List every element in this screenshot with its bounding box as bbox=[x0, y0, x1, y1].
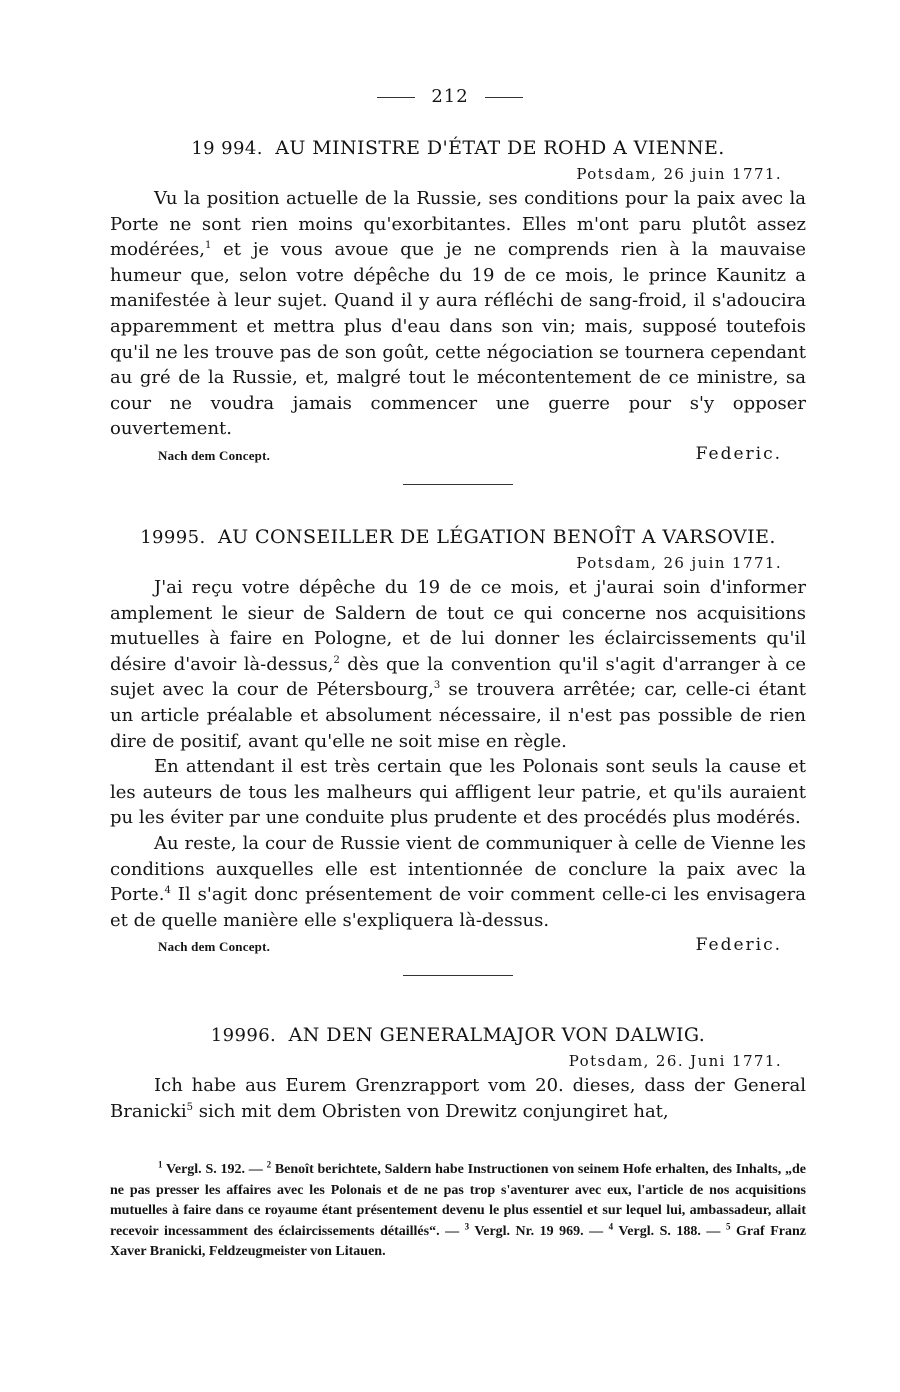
section-divider bbox=[403, 975, 513, 976]
letter-dateline: Potsdam, 26. Juni 1771. bbox=[568, 1052, 782, 1070]
footnote-text: $^1$ Vergl. S. 192. — $^2$ Benoît berichtete, Saldern habe Instructionen von seinem Hofe erhalten, des Inhalts, „de ne pas presser les affaires avec les Polonais et de ne pas trop s'aventurer avec eux, l'article de nos acquisitions mutuelles à faire dans ce royaume étant présentement devenu le plus essentiel et sur lequel lui, ambassadeur, allait recevoir incessamment des éclaircissements détaillés“. — $^3$ Vergl. Nr. 19 969. — $^4$ Vergl. S. 188. — $^5$ Graf Franz Xaver Branicki, Feldzeugmeister von Litauen. bbox=[110, 1159, 806, 1259]
letter-19996 bbox=[110, 1022, 806, 1124]
source-note: Nach dem Concept. bbox=[158, 447, 271, 463]
footnote-ref: 4 bbox=[164, 885, 171, 897]
page-number-rule-right bbox=[485, 97, 523, 98]
footnote-marker: 3 bbox=[464, 1220, 470, 1231]
letter-title: AU MINISTRE D'ÉTAT DE ROHD A VIENNE. bbox=[275, 137, 725, 159]
page-number bbox=[0, 86, 900, 107]
letter-heading bbox=[110, 1022, 806, 1049]
letter-paragraph: Vu la position actuelle de la Russie, ses conditions pour la paix avec la Porte ne sont rien moins qu'exorbitantes. Elles m'ont paru plutôt assez modérées,$^1$ et je vous avoue que je ne comprends rien à la mauvaise humeur que, selon votre dépêche du 19 de ce mois, le prince Kaunitz a manifestée à leur sujet. Quand il y aura réfléchi de sang-froid, il s'adoucira apparemment et mettra plus d'eau dans son vin; mais, supposé toutefois qu'il ne les trouve pas de son goût, cette négociation se tournera cependant au gré de la Russie, et, malgré tout le mécontentement de ce ministre, sa cour ne voudra jamais commencer une guerre pour s'y opposer ouvertement. bbox=[110, 188, 806, 440]
section-divider bbox=[403, 484, 513, 485]
letter-paragraph: Au reste, la cour de Russie vient de communiquer à celle de Vienne les conditions auxquelles elle est intentionnée de conclure la paix avec la Porte.$^4$ Il s'agit donc présentement de voir comment celle-ci les envisagera et de quelle manière elle s'expliquera là-dessus. bbox=[110, 832, 806, 931]
footnote-marker: 4 bbox=[608, 1220, 614, 1231]
letter-19995 bbox=[110, 524, 806, 976]
footnote-marker: 1 bbox=[158, 1159, 163, 1170]
footnote-marker: 5 bbox=[725, 1220, 731, 1231]
page-number-text: 212 bbox=[431, 86, 469, 107]
letter-19994 bbox=[110, 135, 806, 485]
letter-dateline: Potsdam, 26 juin 1771. bbox=[576, 165, 782, 183]
letter-footer bbox=[110, 444, 806, 470]
letter-title: AU CONSEILLER DE LÉGATION BENOÎT A VARSOVIE. bbox=[218, 526, 776, 548]
source-note: Nach dem Concept. bbox=[158, 939, 271, 955]
footnote-ref: 1 bbox=[204, 240, 212, 252]
signature: Federic. bbox=[695, 443, 782, 464]
footnote-ref: 3 bbox=[433, 680, 441, 692]
letter-paragraph: J'ai reçu votre dépêche du 19 de ce mois, et j'aurai soin d'informer amplement le sieur de Saldern de tout ce qui concerne nos acquisitions mutuelles à faire en Pologne, et de lui donner les éclaircissements qu'il désire d'avoir là-dessus,$^2$ dès que la convention qu'il s'agit d'arranger à ce sujet avec la cour de Pétersbourg,$^3$ se trouvera arrêtée; car, celle-ci étant un article préalable et absolument nécessaire, il n'est pas possible de rien dire de positif, avant qu'elle ne soit mise en règle. bbox=[110, 577, 806, 752]
letter-heading bbox=[110, 135, 806, 162]
footnotes bbox=[110, 1160, 806, 1263]
footnote-ref: 2 bbox=[333, 654, 340, 666]
signature: Federic. bbox=[695, 935, 782, 956]
page-number-rule-left bbox=[377, 97, 415, 98]
letter-heading bbox=[110, 524, 806, 551]
footnote-marker: 2 bbox=[266, 1159, 272, 1170]
letter-number: 19996. bbox=[210, 1025, 277, 1046]
letter-title: AN DEN GENERALMAJOR VON DALWIG. bbox=[288, 1024, 706, 1046]
letter-paragraph: En attendant il est très certain que les Polonais sont seuls la cause et les auteurs de tous les malheurs qui affligent leur patrie, et qu'ils auraient pu les éviter par une conduite plus prudente et des procédés plus modérés. bbox=[110, 756, 806, 829]
letter-dateline: Potsdam, 26 juin 1771. bbox=[576, 554, 782, 572]
letter-footer bbox=[110, 935, 806, 961]
letter-number: 19995. bbox=[140, 527, 206, 548]
letter-paragraph: Ich habe aus Eurem Grenzrapport vom 20. dieses, dass der General Branicki$^5$ sich mit dem Obristen von Drewitz conjungiret hat, bbox=[110, 1075, 806, 1122]
letter-number: 19 994. bbox=[191, 138, 263, 159]
footnote-ref: 5 bbox=[186, 1101, 194, 1113]
